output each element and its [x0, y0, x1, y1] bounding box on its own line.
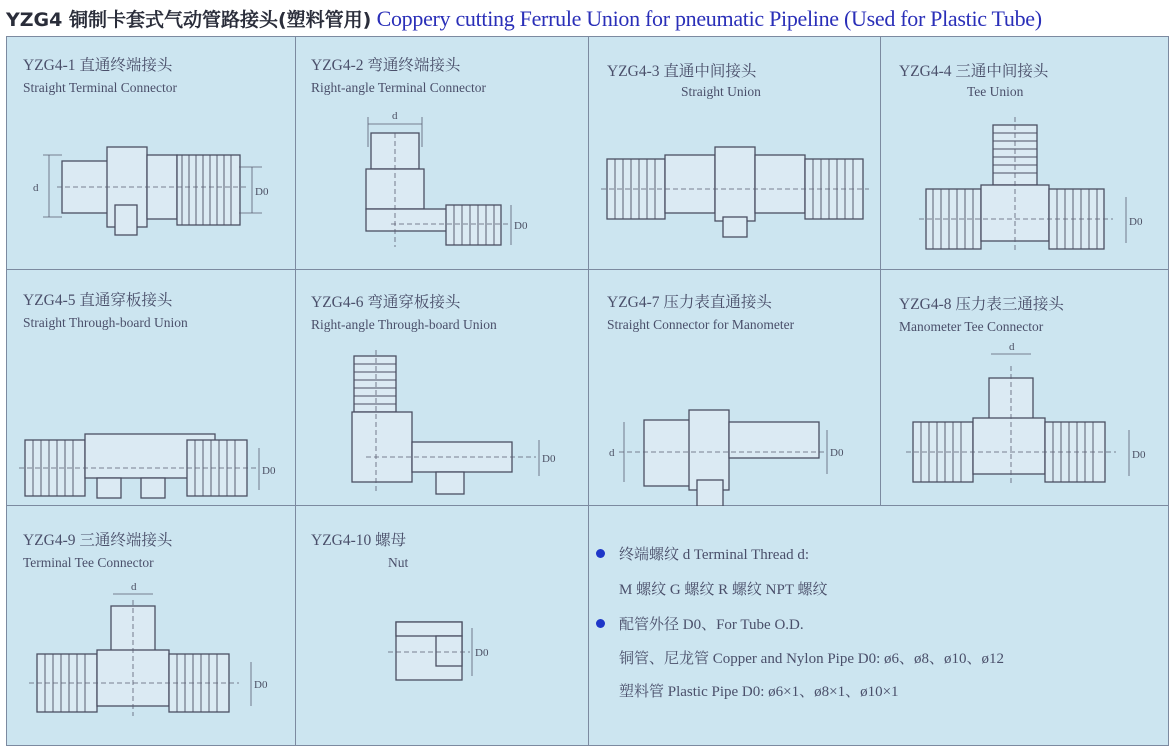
product-code: YZG4-6 弯通穿板接头 [311, 294, 461, 311]
tee-union-drawing [881, 37, 1168, 270]
product-name-en: Straight Terminal Connector [23, 80, 178, 95]
dim-d-label: d [1009, 341, 1015, 353]
product-code: YZG4-10 螺母 [311, 532, 407, 549]
product-name-en: Straight Connector for Manometer [607, 317, 795, 332]
straight-terminal-connector-drawing [7, 37, 296, 270]
cell-yzg4-1 [7, 37, 296, 270]
product-code: YZG4-9 三通终端接头 [23, 532, 173, 549]
cell-yzg4-9 [7, 506, 296, 745]
product-code: YZG4-2 弯通终端接头 [311, 57, 461, 74]
product-name-en: Straight Union [681, 84, 761, 99]
dim-d-label: d [609, 447, 615, 459]
straight-union-drawing [589, 37, 881, 270]
cell-yzg4-3 [589, 37, 881, 270]
cell-yzg4-10 [296, 506, 589, 745]
dim-d-label: d [131, 581, 137, 593]
dim-d0-label: D0 [1132, 449, 1146, 461]
page-title [6, 4, 1042, 34]
cell-yzg4-8 [881, 270, 1168, 506]
product-name-en: Nut [388, 555, 409, 570]
tube-od-line: 配管外径 D0、For Tube O.D. [596, 613, 804, 634]
product-code: YZG4-3 直通中间接头 [607, 63, 757, 80]
product-code: YZG4-5 直通穿板接头 [23, 292, 173, 309]
cell-yzg4-2 [296, 37, 589, 270]
product-name-en: Tee Union [967, 84, 1024, 99]
dim-d0-label: D0 [262, 465, 276, 477]
cell-yzg4-7 [589, 270, 881, 506]
catalog-grid [6, 36, 1169, 746]
dim-d0-label: D0 [830, 447, 844, 459]
title-cn: YZG4 铜制卡套式气动管路接头(塑料管用) [6, 9, 372, 31]
copper-nylon-line: 铜管、尼龙管 Copper and Nylon Pipe D0: ø6、ø8、ø10、ø12 [619, 651, 1004, 667]
plastic-pipe-line: 塑料管 Plastic Pipe D0: ø6×1、ø8×1、ø10×1 [619, 684, 899, 700]
bullet-icon [596, 619, 605, 628]
nut-drawing [296, 506, 589, 745]
cell-yzg4-4 [881, 37, 1168, 270]
product-name-en: Straight Through-board Union [23, 315, 188, 330]
dim-d0-label: D0 [475, 647, 489, 659]
cell-yzg4-5 [7, 270, 296, 506]
dim-d-label: d [392, 110, 398, 122]
bullet-icon [596, 549, 605, 558]
product-code: YZG4-1 直通终端接头 [23, 57, 173, 74]
straight-through-board-union-drawing [7, 270, 296, 506]
product-name-en: Manometer Tee Connector [899, 319, 1044, 334]
product-name-en: Right-angle Through-board Union [311, 317, 497, 332]
product-code: YZG4-7 压力表直通接头 [607, 294, 772, 311]
dim-d0-label: D0 [1129, 216, 1143, 228]
dim-d0-label: D0 [255, 186, 269, 198]
straight-connector-for-manometer-drawing [589, 270, 881, 506]
dim-d0-label: D0 [254, 679, 268, 691]
manometer-tee-connector-drawing [881, 270, 1168, 506]
cell-yzg4-6 [296, 270, 589, 506]
title-en: Coppery cutting Ferrule Union for pneumatic Pipeline (Used for Plastic Tube) [376, 6, 1042, 31]
product-code: YZG4-8 压力表三通接头 [899, 296, 1064, 313]
dim-d0-label: D0 [542, 453, 556, 465]
dim-d-label: d [33, 182, 39, 194]
dim-d0-label: D0 [514, 220, 528, 232]
right-angle-terminal-connector-drawing [296, 37, 589, 270]
terminal-tee-connector-drawing [7, 506, 296, 745]
right-angle-through-board-union-drawing [296, 270, 589, 506]
thread-types-line: M 螺纹 G 螺纹 R 螺纹 NPT 螺纹 [619, 582, 828, 598]
terminal-thread-line: 终端螺纹 d Terminal Thread d: [596, 543, 809, 564]
product-code: YZG4-4 三通中间接头 [899, 63, 1049, 80]
product-name-en: Right-angle Terminal Connector [311, 80, 487, 95]
product-name-en: Terminal Tee Connector [23, 555, 154, 570]
